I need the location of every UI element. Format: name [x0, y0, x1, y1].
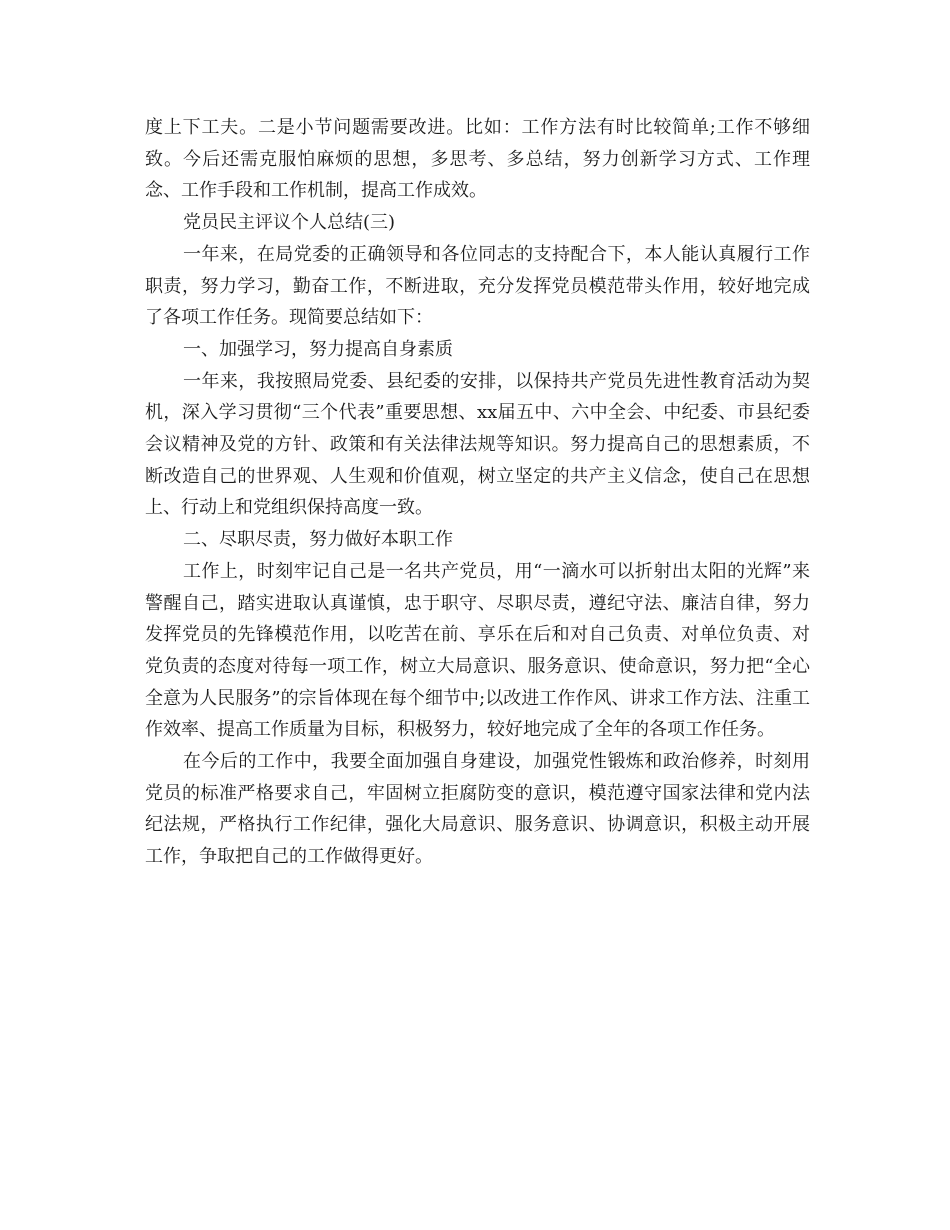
- document-page: [145, 112, 810, 873]
- heading-duty: 二、尽职尽责，努力做好本职工作: [183, 529, 453, 551]
- paragraph-continuation: 度上下工夫。二是小节问题需要改进。比如：工作方法有时比较简单;工作不够细致。今后还需克服怕麻烦的思想，多思考、多总结，努力创新学习方式、工作理念、工作手段和工作机制，提高工作成效。: [145, 117, 810, 202]
- paragraph-future: 在今后的工作中，我要全面加强自身建设，加强党性锻炼和政治修养，时刻用党员的标准严格要求自己，牢固树立拒腐防变的意识，模范遵守国家法律和党内法纪法规，严格执行工作纪律，强化大局意识、服务意识、协调意识，积极主动开展工作，争取把自己的工作做得更好。: [145, 751, 810, 868]
- paragraph-duty: 工作上，时刻牢记自己是一名共产党员，用“一滴水可以折射出太阳的光辉”来警醒自己，踏实进取认真谨慎，忠于职守、尽职尽责，遵纪守法、廉洁自律，努力发挥党员的先锋模范作用，以吃苦在前、享乐在后和对自己负责、对单位负责、对党负责的态度对待每一项工作，树立大局意识、服务意识、使命意识，努力把“全心全意为人民服务”的宗旨体现在每个细节中;以改进工作作风、讲求工作方法、注重工作效率、提高工作质量为目标，积极努力，较好地完成了全年的各项工作任务。: [145, 560, 810, 741]
- paragraph-intro: 一年来，在局党委的正确领导和各位同志的支持配合下，本人能认真履行工作职责，努力学习，勤奋工作，不断进取，充分发挥党员模范带头作用，较好地完成了各项工作任务。现简要总结如下：: [145, 243, 810, 329]
- section-title: 党员民主评议个人总结(三): [183, 212, 396, 234]
- paragraph-study: 一年来，我按照局党委、县纪委的安排，以保持共产党员先进性教育活动为契机，深入学习贯彻“三个代表”重要思想、xx届五中、六中全会、中纪委、市县纪委会议精神及党的方针、政策和有关法律法规等知识。努力提高自己的思想素质，不断改造自己的世界观、人生观和价值观，树立坚定的共产主义信念，使自己在思想上、行动上和党组织保持高度一致。: [145, 370, 810, 519]
- heading-study: 一、加强学习，努力提高自身素质: [183, 338, 453, 360]
